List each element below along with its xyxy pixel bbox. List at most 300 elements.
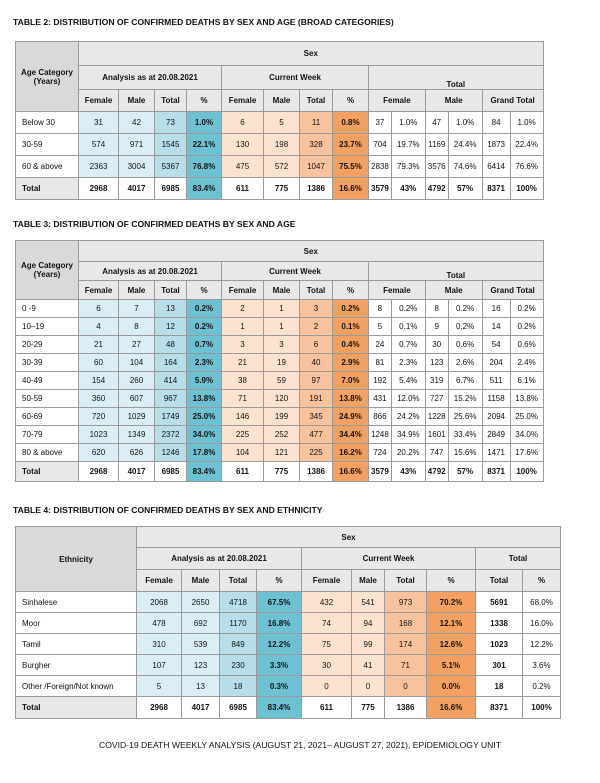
t3-cell: 164	[155, 354, 187, 372]
t3-cell: 17.8%	[187, 444, 222, 462]
t2-cell: 1.0%	[391, 112, 425, 134]
t2-cell: 47	[425, 112, 448, 134]
table3-col-header: Male	[425, 281, 482, 300]
t4-cell: 478	[137, 613, 182, 634]
t2-cell: 42	[119, 112, 155, 134]
table4-group-total: Total	[476, 548, 561, 570]
t3-row-label: 0 -9	[16, 300, 79, 318]
t3-cell: 727	[425, 390, 448, 408]
t3-row-label: 30-39	[16, 354, 79, 372]
t3-cell: 81	[369, 354, 392, 372]
table2-col-header: Male	[264, 90, 300, 112]
table4-group-analysis: Analysis as at 20.08.2021	[137, 548, 302, 570]
t3-cell: 620	[79, 444, 119, 462]
t2-cell: 4792	[425, 178, 448, 200]
t4-cell: 168	[385, 613, 427, 634]
t4-cell: 6985	[220, 697, 257, 719]
t3-row	[16, 390, 544, 408]
t2-cell: 84	[482, 112, 510, 134]
t3-cell: 15.6%	[448, 444, 482, 462]
table4-col-header: %	[523, 570, 561, 592]
t3-cell: 2.9%	[333, 354, 369, 372]
t4-cell: 16.6%	[427, 697, 476, 719]
t3-cell: 33.4%	[448, 426, 482, 444]
t3-cell: 59	[264, 372, 300, 390]
page-footer: COVID-19 DEATH WEEKLY ANALYSIS (AUGUST 21, 2021– AUGUST 27, 2021), EPIDEMIOLOGY UNIT	[99, 740, 501, 750]
t4-row-label: Other /Foreign/Not known	[16, 676, 137, 697]
t4-cell: 775	[352, 697, 385, 719]
t3-cell: 71	[222, 390, 264, 408]
t2-cell: 572	[264, 156, 300, 178]
t3-cell: 1029	[119, 408, 155, 426]
t3-cell: 0.2%	[510, 318, 543, 336]
t4-cell: 0.3%	[257, 676, 302, 697]
t3-cell: 967	[155, 390, 187, 408]
t2-cell: 6985	[155, 178, 187, 200]
t4-cell: 18	[476, 676, 523, 697]
t3-cell: 775	[264, 462, 300, 482]
t3-row-label: 50-59	[16, 390, 79, 408]
t3-cell: 607	[119, 390, 155, 408]
t3-cell: 2.4%	[510, 354, 543, 372]
t4-total-row	[16, 697, 561, 719]
t3-cell: 6985	[155, 462, 187, 482]
t2-cell: 73	[155, 112, 187, 134]
t2-cell: 1545	[155, 134, 187, 156]
t4-cell: 16.8%	[257, 613, 302, 634]
t4-cell: 16.0%	[523, 613, 561, 634]
t3-row	[16, 336, 544, 354]
t2-cell: 79.3%	[391, 156, 425, 178]
t3-row-label: 10–19	[16, 318, 79, 336]
table3-col-header: Grand Total	[482, 281, 543, 300]
table3-title: TABLE 3: DISTRIBUTION OF CONFIRMED DEATHS BY SEX AND AGE	[13, 219, 296, 229]
t2-cell: 971	[119, 134, 155, 156]
table2-col-header: Male	[425, 90, 482, 112]
t3-cell: 1749	[155, 408, 187, 426]
t2-row	[16, 134, 544, 156]
t2-cell: 5367	[155, 156, 187, 178]
t3-cell: 12	[155, 318, 187, 336]
t3-cell: 0.2%	[510, 300, 543, 318]
table2	[15, 41, 544, 200]
t4-cell: 12.2%	[523, 634, 561, 655]
t3-cell: 1601	[425, 426, 448, 444]
t3-cell: 24.9%	[333, 408, 369, 426]
t3-cell: 2	[300, 318, 333, 336]
table4-sex-header: Sex	[137, 527, 561, 548]
t2-row-label: Below 30	[16, 112, 79, 134]
t2-cell: 775	[264, 178, 300, 200]
t3-cell: 54	[482, 336, 510, 354]
t4-row-label: Moor	[16, 613, 137, 634]
table2-col-header: Female	[79, 90, 119, 112]
t3-cell: 7.0%	[333, 372, 369, 390]
table4-col-header: Total	[385, 570, 427, 592]
t2-cell: 16.6%	[333, 178, 369, 200]
t2-row-label: Total	[16, 178, 79, 200]
t2-row-label: 60 & above	[16, 156, 79, 178]
t4-cell: 30	[302, 655, 352, 676]
t2-cell: 328	[300, 134, 333, 156]
t2-row-label: 30-59	[16, 134, 79, 156]
t3-cell: 199	[264, 408, 300, 426]
t4-row-label: Burgher	[16, 655, 137, 676]
t3-row-label: 60-69	[16, 408, 79, 426]
t3-cell: 17.6%	[510, 444, 543, 462]
t4-cell: 973	[385, 592, 427, 613]
t3-cell: 146	[222, 408, 264, 426]
t3-cell: 13.8%	[187, 390, 222, 408]
table4-col-header: %	[257, 570, 302, 592]
t3-cell: 15.2%	[448, 390, 482, 408]
t3-cell: 2968	[79, 462, 119, 482]
t3-cell: 414	[155, 372, 187, 390]
t3-cell: 360	[79, 390, 119, 408]
t3-total-row	[16, 462, 544, 482]
t4-row-label: Sinhalese	[16, 592, 137, 613]
t3-cell: 5.4%	[391, 372, 425, 390]
t3-cell: 0.2%	[448, 318, 482, 336]
t3-cell: 13.8%	[510, 390, 543, 408]
t2-cell: 75.5%	[333, 156, 369, 178]
t3-cell: 25.0%	[187, 408, 222, 426]
t4-cell: 12.6%	[427, 634, 476, 655]
t3-cell: 0.2%	[448, 300, 482, 318]
t4-cell: 12.2%	[257, 634, 302, 655]
table2-group-analysis: Analysis as at 20.08.2021	[79, 66, 222, 90]
t3-cell: 154	[79, 372, 119, 390]
t4-cell: 2650	[182, 592, 220, 613]
t2-row	[16, 156, 544, 178]
t4-row-label: Tamil	[16, 634, 137, 655]
t3-cell: 6.1%	[510, 372, 543, 390]
t4-cell: 5.1%	[427, 655, 476, 676]
t4-cell: 41	[352, 655, 385, 676]
t4-row-label: Total	[16, 697, 137, 719]
t3-cell: 34.9%	[391, 426, 425, 444]
t4-cell: 75	[302, 634, 352, 655]
table2-col-header: Grand Total	[482, 90, 543, 112]
t4-cell: 432	[302, 592, 352, 613]
t2-cell: 3004	[119, 156, 155, 178]
t4-cell: 12.1%	[427, 613, 476, 634]
table3-col-header: Female	[222, 281, 264, 300]
t3-cell: 25.6%	[448, 408, 482, 426]
t3-cell: 13	[155, 300, 187, 318]
t3-cell: 16	[482, 300, 510, 318]
table4-col-header: Male	[182, 570, 220, 592]
t4-cell: 611	[302, 697, 352, 719]
t2-cell: 130	[222, 134, 264, 156]
t3-cell: 0.2%	[187, 300, 222, 318]
t4-cell: 539	[182, 634, 220, 655]
table2-col-header: Male	[119, 90, 155, 112]
t3-cell: 6	[79, 300, 119, 318]
t3-cell: 4792	[425, 462, 448, 482]
t3-cell: 2094	[482, 408, 510, 426]
t3-cell: 19	[264, 354, 300, 372]
t3-cell: 2.3%	[391, 354, 425, 372]
table3-col-header: Total	[300, 281, 333, 300]
table4-group-current-week: Current Week	[302, 548, 476, 570]
t4-cell: 4017	[182, 697, 220, 719]
t3-cell: 225	[222, 426, 264, 444]
table2-sex-header: Sex	[79, 42, 544, 66]
t3-cell: 0.1%	[333, 318, 369, 336]
t3-cell: 3	[222, 336, 264, 354]
t3-cell: 123	[425, 354, 448, 372]
t4-row	[16, 592, 561, 613]
t4-cell: 0	[352, 676, 385, 697]
t4-cell: 18	[220, 676, 257, 697]
t4-cell: 0.2%	[523, 676, 561, 697]
t3-cell: 0.7%	[187, 336, 222, 354]
t2-cell: 0.8%	[333, 112, 369, 134]
t3-cell: 25.0%	[510, 408, 543, 426]
t3-cell: 3579	[369, 462, 392, 482]
t3-cell: 204	[482, 354, 510, 372]
t3-cell: 0.6%	[510, 336, 543, 354]
t3-cell: 21	[79, 336, 119, 354]
t2-cell: 704	[369, 134, 392, 156]
t3-cell: 6.7%	[448, 372, 482, 390]
t3-cell: 97	[300, 372, 333, 390]
t3-row	[16, 426, 544, 444]
t3-cell: 8	[425, 300, 448, 318]
t2-cell: 19.7%	[391, 134, 425, 156]
table4-col-header: Female	[302, 570, 352, 592]
t2-cell: 611	[222, 178, 264, 200]
t2-cell: 37	[369, 112, 392, 134]
t4-cell: 83.4%	[257, 697, 302, 719]
t2-cell: 57%	[448, 178, 482, 200]
t2-cell: 1169	[425, 134, 448, 156]
t3-row	[16, 300, 544, 318]
table2-col-header: Female	[369, 90, 426, 112]
t3-cell: 34.0%	[187, 426, 222, 444]
t4-cell: 3.3%	[257, 655, 302, 676]
table4-col-header: %	[427, 570, 476, 592]
t3-cell: 225	[300, 444, 333, 462]
t3-cell: 14	[482, 318, 510, 336]
t2-cell: 76.6%	[510, 156, 543, 178]
t4-cell: 0	[302, 676, 352, 697]
t4-row	[16, 613, 561, 634]
t3-cell: 866	[369, 408, 392, 426]
t3-cell: 1248	[369, 426, 392, 444]
t3-row	[16, 444, 544, 462]
t2-cell: 8371	[482, 178, 510, 200]
table2-title: TABLE 2: DISTRIBUTION OF CONFIRMED DEATHS BY SEX AND AGE (BROAD CATEGORIES)	[13, 17, 394, 27]
t3-row-label: 80 & above	[16, 444, 79, 462]
table4-title: TABLE 4: DISTRIBUTION OF CONFIRMED DEATHS BY SEX AND ETHNICITY	[13, 505, 323, 515]
t3-cell: 0.2%	[187, 318, 222, 336]
table3-col-header: Male	[119, 281, 155, 300]
t3-cell: 2.6%	[448, 354, 482, 372]
t3-cell: 431	[369, 390, 392, 408]
t4-row	[16, 634, 561, 655]
t4-cell: 301	[476, 655, 523, 676]
table3-sex-header: Sex	[79, 241, 544, 262]
t4-cell: 71	[385, 655, 427, 676]
t3-cell: 2372	[155, 426, 187, 444]
t2-cell: 43%	[391, 178, 425, 200]
t2-cell: 76.8%	[187, 156, 222, 178]
t4-cell: 2068	[137, 592, 182, 613]
table3-group-total: Total	[369, 262, 544, 281]
t3-row-label: 70-79	[16, 426, 79, 444]
t3-cell: 24	[369, 336, 392, 354]
t3-row-label: 40-49	[16, 372, 79, 390]
t3-cell: 511	[482, 372, 510, 390]
table2-col-header: %	[333, 90, 369, 112]
table4-col-header: Total	[476, 570, 523, 592]
t2-cell: 1047	[300, 156, 333, 178]
t2-cell: 5	[264, 112, 300, 134]
t3-cell: 121	[264, 444, 300, 462]
table3-group-analysis: Analysis as at 20.08.2021	[79, 262, 222, 281]
t3-cell: 1228	[425, 408, 448, 426]
t3-cell: 43%	[391, 462, 425, 482]
t3-cell: 1023	[79, 426, 119, 444]
t2-cell: 475	[222, 156, 264, 178]
t2-cell: 11	[300, 112, 333, 134]
t3-cell: 8	[119, 318, 155, 336]
t4-cell: 68.0%	[523, 592, 561, 613]
t3-cell: 104	[222, 444, 264, 462]
t3-cell: 16.6%	[333, 462, 369, 482]
t4-cell: 692	[182, 613, 220, 634]
t3-row	[16, 372, 544, 390]
t3-cell: 21	[222, 354, 264, 372]
t4-cell: 70.2%	[427, 592, 476, 613]
t3-cell: 2849	[482, 426, 510, 444]
t3-cell: 0.6%	[448, 336, 482, 354]
t4-cell: 99	[352, 634, 385, 655]
t4-cell: 2968	[137, 697, 182, 719]
t3-cell: 34.0%	[510, 426, 543, 444]
t3-cell: 1	[264, 300, 300, 318]
table2-group-total: Total	[369, 66, 544, 90]
t3-cell: 252	[264, 426, 300, 444]
t4-cell: 174	[385, 634, 427, 655]
t2-cell: 22.1%	[187, 134, 222, 156]
t3-cell: 0.2%	[391, 300, 425, 318]
t3-cell: 611	[222, 462, 264, 482]
t3-cell: 24.2%	[391, 408, 425, 426]
t2-cell: 1873	[482, 134, 510, 156]
t2-cell: 6	[222, 112, 264, 134]
table4-col-header: Male	[352, 570, 385, 592]
t2-cell: 1386	[300, 178, 333, 200]
t4-cell: 1023	[476, 634, 523, 655]
t2-cell: 2363	[79, 156, 119, 178]
t4-cell: 0	[385, 676, 427, 697]
t3-cell: 1386	[300, 462, 333, 482]
table3-col-header: %	[187, 281, 222, 300]
t4-cell: 310	[137, 634, 182, 655]
t4-cell: 100%	[523, 697, 561, 719]
t3-cell: 1246	[155, 444, 187, 462]
table3-col-header: Male	[264, 281, 300, 300]
t3-cell: 6	[300, 336, 333, 354]
t3-cell: 477	[300, 426, 333, 444]
t4-cell: 0.0%	[427, 676, 476, 697]
t3-cell: 5	[369, 318, 392, 336]
t3-cell: 12.0%	[391, 390, 425, 408]
t3-cell: 0.2%	[333, 300, 369, 318]
t3-cell: 120	[264, 390, 300, 408]
t3-cell: 191	[300, 390, 333, 408]
t2-cell: 574	[79, 134, 119, 156]
t3-row	[16, 318, 544, 336]
t3-row-label: Total	[16, 462, 79, 482]
t3-cell: 27	[119, 336, 155, 354]
t4-cell: 541	[352, 592, 385, 613]
t3-cell: 724	[369, 444, 392, 462]
t4-cell: 1170	[220, 613, 257, 634]
t2-cell: 3576	[425, 156, 448, 178]
t3-cell: 5.9%	[187, 372, 222, 390]
t3-cell: 626	[119, 444, 155, 462]
t3-cell: 345	[300, 408, 333, 426]
table2-col-header: Female	[222, 90, 264, 112]
t3-cell: 720	[79, 408, 119, 426]
t4-cell: 74	[302, 613, 352, 634]
t3-cell: 83.4%	[187, 462, 222, 482]
t4-cell: 67.5%	[257, 592, 302, 613]
table3-col-header: Total	[155, 281, 187, 300]
t3-cell: 260	[119, 372, 155, 390]
t4-cell: 94	[352, 613, 385, 634]
t2-cell: 24.4%	[448, 134, 482, 156]
t3-cell: 16.2%	[333, 444, 369, 462]
t2-cell: 4017	[119, 178, 155, 200]
table3-col-header: Female	[79, 281, 119, 300]
table3	[15, 240, 544, 482]
t4-cell: 13	[182, 676, 220, 697]
t3-cell: 1158	[482, 390, 510, 408]
table3-col-header: %	[333, 281, 369, 300]
t3-cell: 747	[425, 444, 448, 462]
t2-total-row	[16, 178, 544, 200]
table3-col-header: Female	[369, 281, 426, 300]
t3-cell: 0.4%	[333, 336, 369, 354]
t4-cell: 107	[137, 655, 182, 676]
t2-cell: 22.4%	[510, 134, 543, 156]
t3-cell: 0.1%	[391, 318, 425, 336]
table3-stub-header: Age Category (Years)	[16, 241, 79, 300]
t3-cell: 1	[264, 318, 300, 336]
t3-cell: 48	[155, 336, 187, 354]
t3-row	[16, 354, 544, 372]
t3-cell: 0.7%	[391, 336, 425, 354]
t4-cell: 230	[220, 655, 257, 676]
t3-cell: 3	[264, 336, 300, 354]
t3-cell: 1	[222, 318, 264, 336]
t2-cell: 1.0%	[448, 112, 482, 134]
t4-cell: 3.6%	[523, 655, 561, 676]
t4-cell: 1338	[476, 613, 523, 634]
table2-stub-header: Age Category (Years)	[16, 42, 79, 112]
t2-cell: 198	[264, 134, 300, 156]
t2-cell: 83.4%	[187, 178, 222, 200]
t4-cell: 5	[137, 676, 182, 697]
t2-cell: 1.0%	[510, 112, 543, 134]
t2-cell: 1.0%	[187, 112, 222, 134]
t3-cell: 8371	[482, 462, 510, 482]
